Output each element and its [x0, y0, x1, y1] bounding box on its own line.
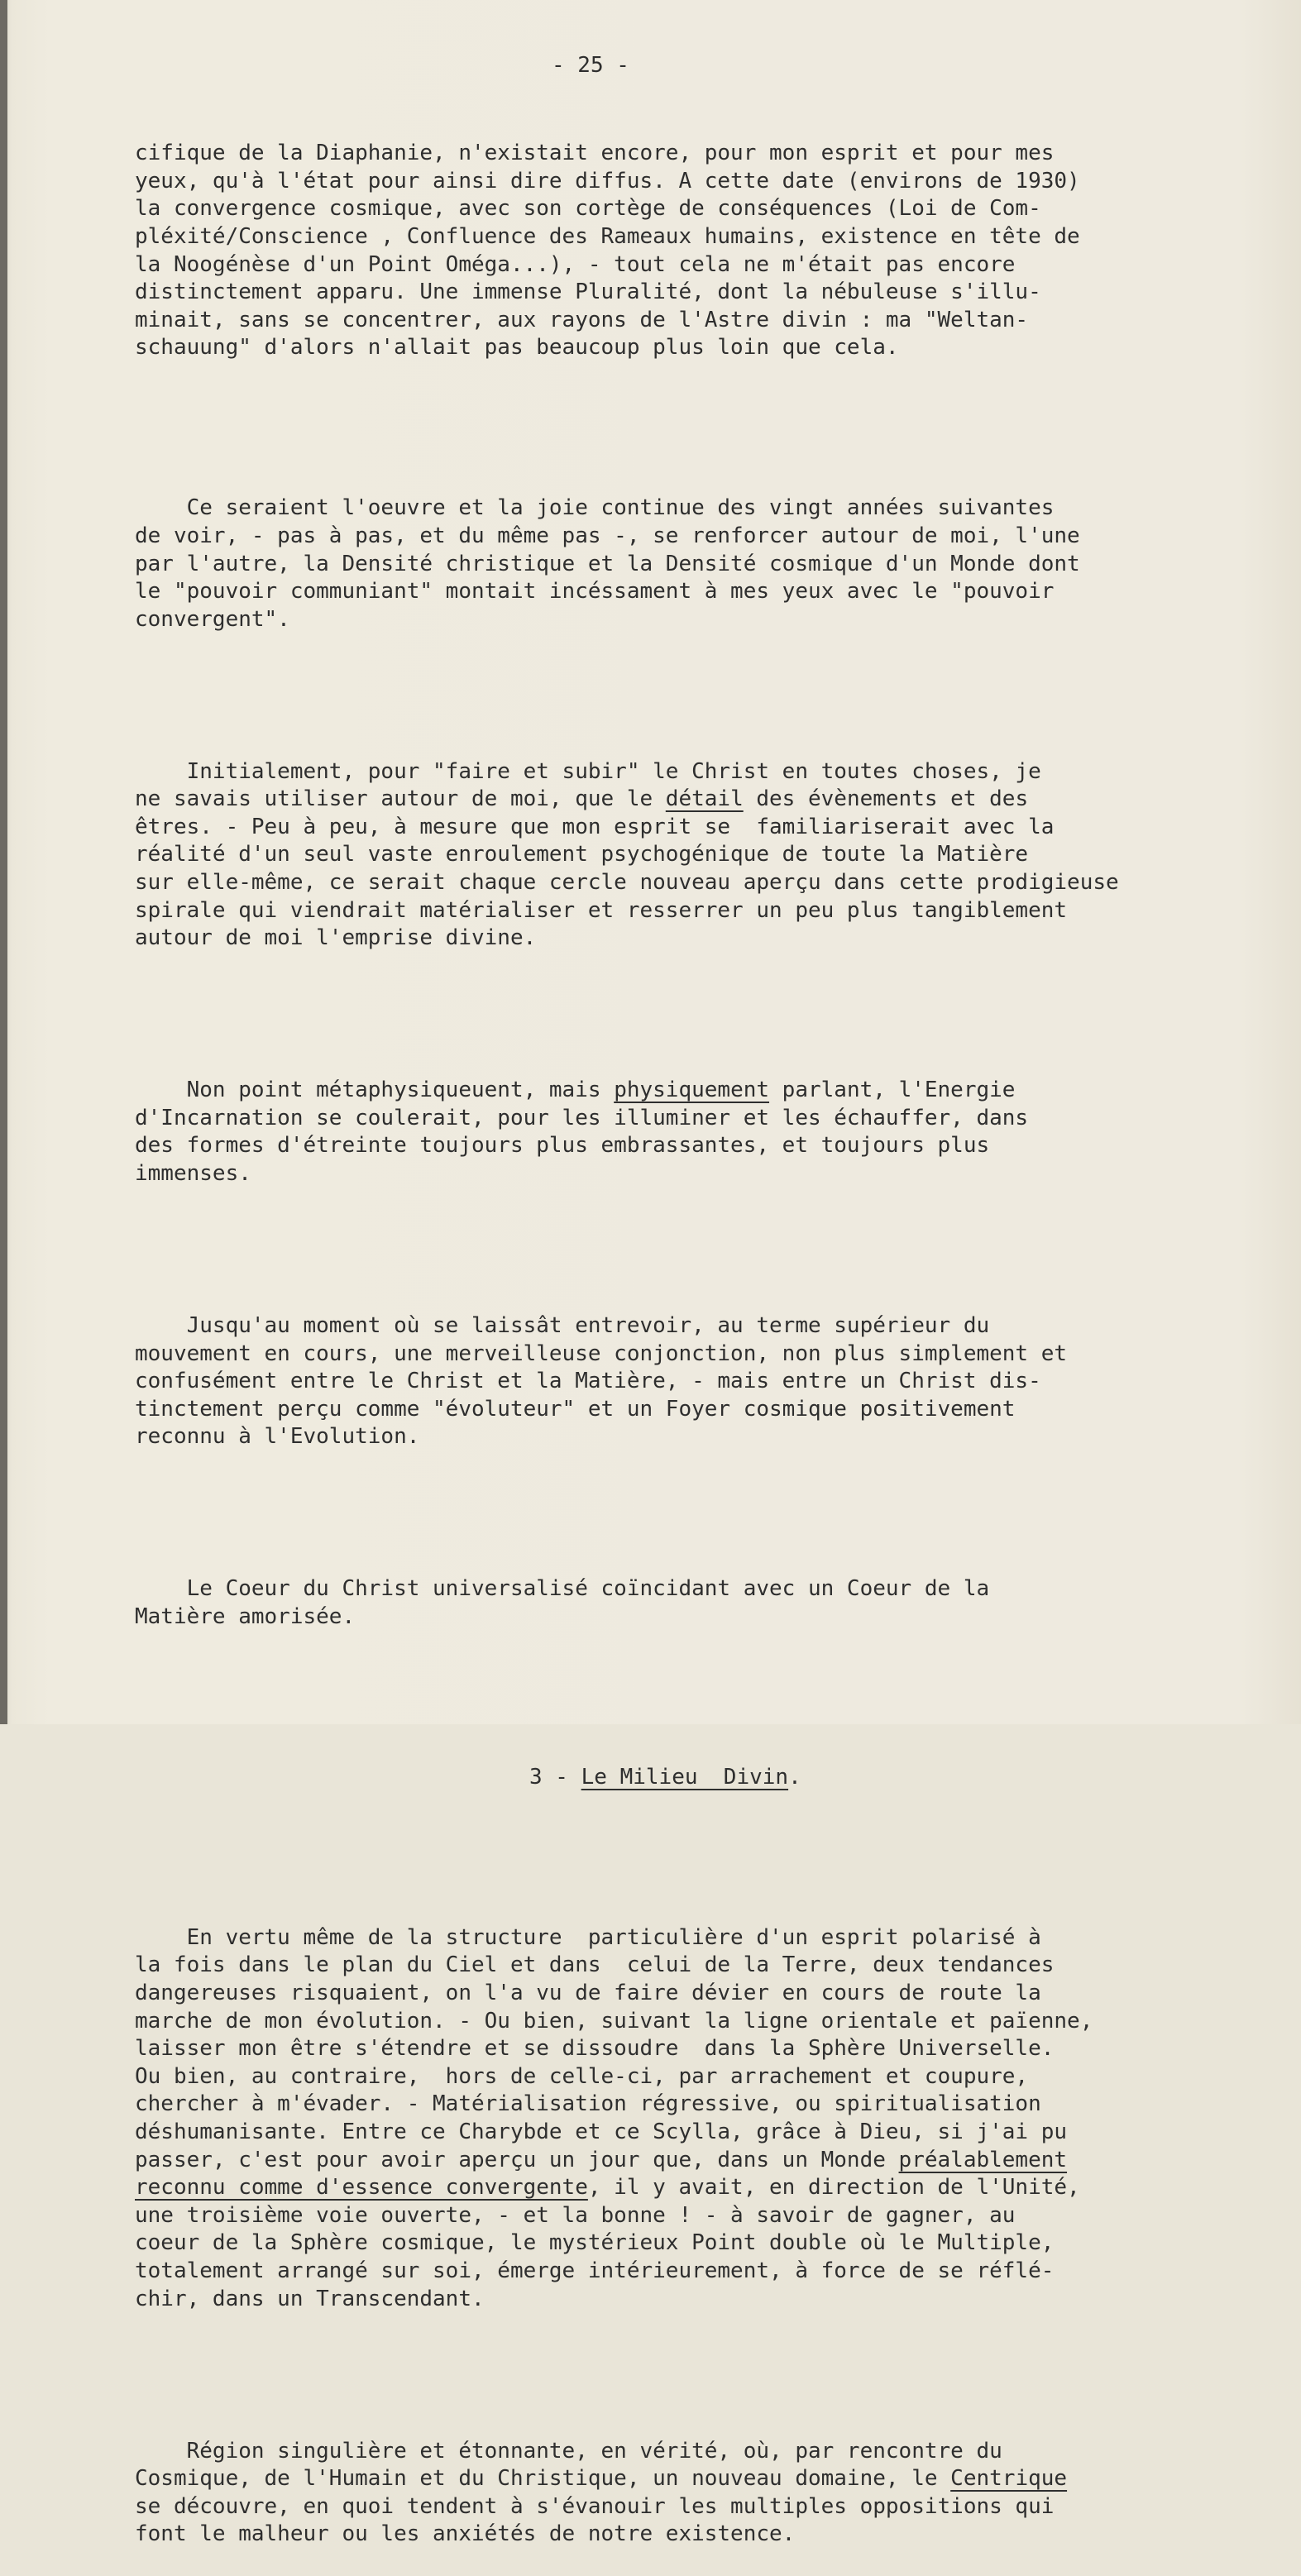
text-line: reconnu à l'Evolution. [135, 1424, 420, 1450]
text-line: de voir, - pas à pas, et du même pas -, se renforcer autour de moi, l'une [135, 523, 1080, 548]
text-line: Ce seraient l'oeuvre et la joie continue des vingt années suivantes [135, 495, 1055, 521]
text-line: chercher à m'évader. - Matérialisation régressive, ou spiritualisation [135, 2091, 1041, 2117]
text-line: ne savais utiliser autour de moi, que le détail des évènements et des [135, 786, 1029, 812]
text-line: yeux, qu'à l'état pour ainsi dire diffus. A cette date (environs de 1930) [135, 168, 1080, 194]
text-line: la convergence cosmique, avec son cortège de conséquences (Loi de Com- [135, 196, 1041, 222]
text-line: chir, dans un Transcendant. [135, 2286, 485, 2311]
text-line: distinctement apparu. Une immense Pluralité, dont la nébuleuse s'illu- [135, 280, 1041, 305]
paragraph-8 [135, 2438, 1260, 2549]
text-line: déshumanisante. Entre ce Charybde et ce Scylla, grâce à Dieu, si j'ai pu [135, 2119, 1068, 2144]
text-line: font le malheur ou les anxiétés de notre existence. [135, 2521, 796, 2547]
text-line: reconnu comme d'essence convergente, il y avait, en direction de l'Unité, [135, 2175, 1080, 2201]
paragraph-1 [135, 140, 1260, 362]
text-line: sur elle-même, ce serait chaque cercle nouveau aperçu dans cette prodigieuse [135, 870, 1119, 896]
text-line: confusément entre le Christ et la Matière, - mais entre un Christ dis- [135, 1369, 1041, 1394]
text-line: En vertu même de la structure particulière d'un esprit polarisé à [135, 1924, 1041, 1950]
text-line: schauung" d'alors n'allait pas beaucoup plus loin que cela. [135, 335, 899, 361]
paragraph-6 [135, 1575, 1260, 1631]
text-line: une troisième voie ouverte, - et la bonne ! - à savoir de gagner, au [135, 2202, 1016, 2228]
text-line: Région singulière et étonnante, en vérité, où, par rencontre du [135, 2438, 1002, 2464]
text-line: Ou bien, au contraire, hors de celle-ci, par arrachement et coupure, [135, 2063, 1029, 2089]
paragraph-5 [135, 1312, 1260, 1451]
text-line: minait, sans se concentrer, aux rayons de l'Astre divin : ma "Weltan- [135, 307, 1029, 332]
text-line: coeur de la Sphère cosmique, le mystérieux Point double où le Multiple, [135, 2230, 1055, 2256]
text-line: spirale qui viendrait matérialiser et resserrer un peu plus tangiblement [135, 897, 1068, 923]
paragraph-4 [135, 1077, 1260, 1188]
text-line: Le Coeur du Christ universalisé coïncidant avec un Coeur de la [135, 1576, 990, 1602]
text-line: par l'autre, la Densité christique et la Densité cosmique d'un Monde dont [135, 551, 1080, 576]
text-line: tinctement perçu comme "évoluteur" et un Foyer cosmique positivement [135, 1396, 1016, 1422]
text-line: des formes d'étreinte toujours plus embrassantes, et toujours plus [135, 1133, 990, 1159]
text-line: dangereuses risquaient, on l'a vu de faire dévier en cours de route la [135, 1981, 1041, 2005]
text-line: Initialement, pour "faire et subir" le Christ en toutes choses, je [135, 758, 1041, 784]
text-line: laisser mon être s'étendre et se dissoudre dans la Sphère Universelle. [135, 2036, 1055, 2062]
text-line: passer, c'est pour avoir aperçu un jour que, dans un Monde préalablement [135, 2147, 1068, 2172]
text-line: la fois dans le plan du Ciel et dans celui de la Terre, deux tendances [135, 1952, 1055, 1978]
text-line: réalité d'un seul vaste enroulement psychogénique de toute la Matière [135, 842, 1029, 867]
paragraph-2 [135, 495, 1260, 633]
text-line: Matière amorisée. [135, 1603, 356, 1629]
section-heading: 3 - Le Milieu Divin. [529, 1764, 801, 1790]
text-line: Jusqu'au moment où se laissât entrevoir, au terme supérieur du [135, 1312, 990, 1338]
paragraph-7 [135, 1924, 1260, 2313]
text-line: pléxité/Conscience , Confluence des Rameaux humains, existence en tête de [135, 223, 1080, 249]
text-line: êtres. - Peu à peu, à mesure que mon esprit se familiariserait avec la [135, 814, 1055, 839]
binding-edge [0, 0, 7, 1724]
text-line: convergent". [135, 606, 290, 632]
text-line: cifique de la Diaphanie, n'existait encore, pour mon esprit et pour mes [135, 141, 1055, 166]
text-line: la Noogénèse d'un Point Oméga...), - tout cela ne m'était pas encore [135, 251, 1016, 277]
typed-text-body [135, 84, 1260, 2576]
paragraph-3 [135, 758, 1260, 953]
text-line: totalement arrangé sur soi, émerge intérieurement, à force de se réflé- [135, 2258, 1055, 2283]
text-line: d'Incarnation se coulerait, pour les illuminer et les échauffer, dans [135, 1105, 1029, 1130]
page-number: - 25 - [552, 53, 629, 78]
text-line: immenses. [135, 1160, 251, 1186]
text-line: autour de moi l'emprise divine. [135, 925, 537, 951]
text-line: se découvre, en quoi tendent à s'évanouir les multiples oppositions qui [135, 2493, 1055, 2519]
text-line: mouvement en cours, une merveilleuse conjonction, non plus simplement et [135, 1341, 1068, 1366]
text-line: Non point métaphysiqueuent, mais physiquement parlant, l'Energie [135, 1078, 1016, 1103]
text-line: marche de mon évolution. - Ou bien, suivant la ligne orientale et païenne, [135, 2008, 1093, 2034]
text-line: le "pouvoir communiant" montait incéssament à mes yeux avec le "pouvoir [135, 579, 1055, 605]
text-line: Cosmique, de l'Humain et du Christique, un nouveau domaine, le Centrique [135, 2466, 1068, 2492]
